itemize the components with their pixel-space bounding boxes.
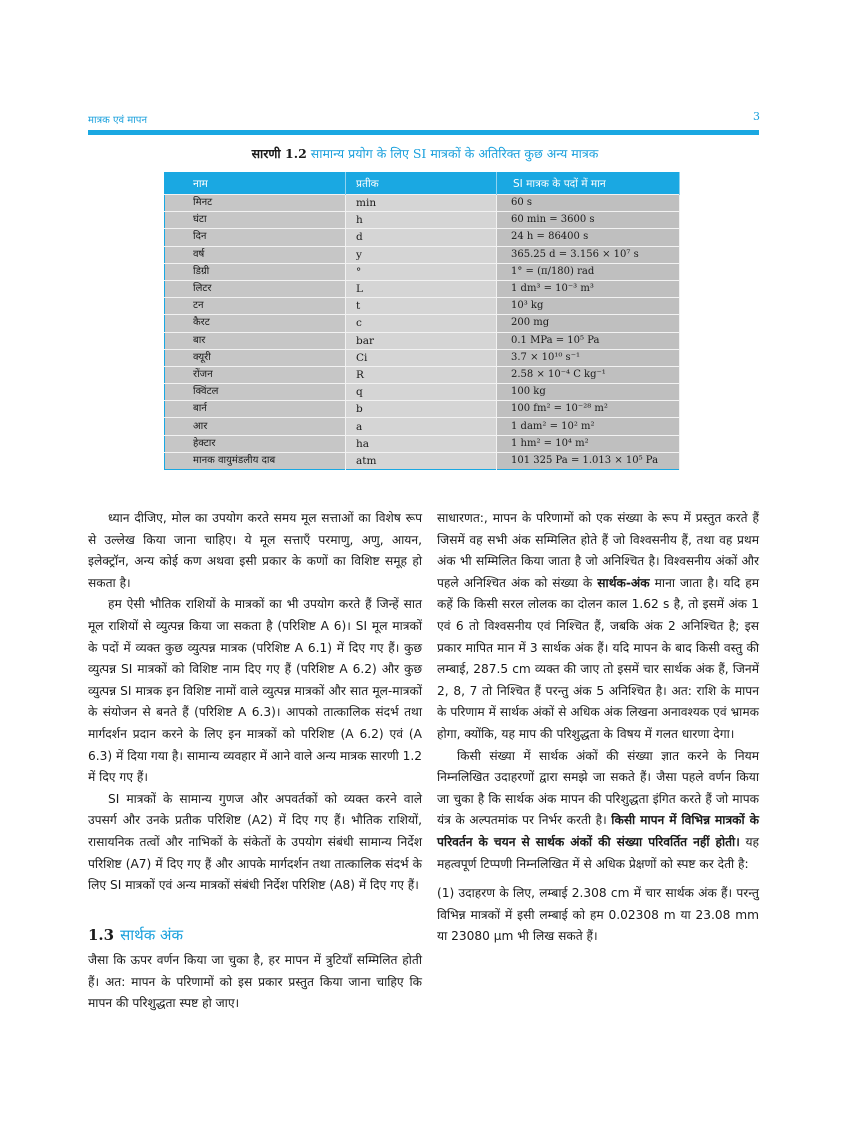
header-name: नाम [165, 173, 346, 195]
table-row [165, 315, 680, 332]
table-caption [0, 145, 850, 162]
unit-si-value: 100 kg [497, 384, 680, 401]
unit-name: टन [165, 298, 346, 315]
left-column [88, 508, 422, 1015]
unit-si-value: 101 325 Pa = 1.013 × 10⁵ Pa [497, 452, 680, 469]
unit-symbol: t [346, 298, 497, 315]
unit-si-value: 24 h = 86400 s [497, 229, 680, 246]
section-title: सार्थक अंक [120, 925, 183, 944]
unit-si-value: 200 mg [497, 315, 680, 332]
table-row [165, 280, 680, 297]
table-row [165, 195, 680, 212]
table-row [165, 246, 680, 263]
unit-symbol: bar [346, 332, 497, 349]
unit-name: डिग्री [165, 263, 346, 280]
bold-term: सार्थक-अंक [597, 575, 650, 590]
unit-name: घंटा [165, 212, 346, 229]
paragraph-example-1: (1) उदाहरण के लिए, लम्बाई 2.308 cm में चार सार्थक अंक हैं। परन्तु विभिन्न मात्रकों में इसी लम्बाई को हम 0.02308 m या 23.08 mm या 23080 μm भी लिख सकते हैं। [437, 886, 759, 944]
unit-symbol: q [346, 384, 497, 401]
unit-si-value: 1 dm³ = 10⁻³ m³ [497, 280, 680, 297]
table-row [165, 418, 680, 435]
unit-name: मानक वायुमंडलीय दाब [165, 452, 346, 469]
unit-name: क्यूरी [165, 349, 346, 366]
table-row [165, 384, 680, 401]
unit-si-value: 3.7 × 10¹⁰ s⁻¹ [497, 349, 680, 366]
running-head [88, 112, 760, 126]
unit-si-value: 0.1 MPa = 10⁵ Pa [497, 332, 680, 349]
paragraph-prefixes: SI मात्रकों के सामान्य गुणज और अपवर्तकों को व्यक्त करने वाले उपसर्ग और उनके प्रतीक परिशिष्ट (A2) में दिए गए हैं। भौतिक राशियों, रासायनिक तत्वों और नाभिकों के संकेतों के उपयोग संबंधी सामान्य निर्देश परिशिष्ट (A7) में दिए गए हैं और आपके मार्गदर्शन तथा तात्कालिक संदर्भ के लिए SI मात्रकों एवं अन्य मात्रकों संबंधी निर्देश परिशिष्ट (A8) में दिए गए हैं। [88, 791, 422, 893]
unit-si-value: 365.25 d = 3.156 × 10⁷ s [497, 246, 680, 263]
unit-si-value: 1 hm² = 10⁴ m² [497, 435, 680, 452]
unit-symbol: h [346, 212, 497, 229]
unit-name: आर [165, 418, 346, 435]
section-number: 1.3 [88, 925, 115, 944]
unit-symbol: a [346, 418, 497, 435]
paragraph-rules [437, 746, 759, 876]
unit-name: वर्ष [165, 246, 346, 263]
unit-symbol: min [346, 195, 497, 212]
unit-si-value: 60 s [497, 195, 680, 212]
table-row [165, 263, 680, 280]
table-row [165, 435, 680, 452]
header-symbol: प्रतीक [346, 173, 497, 195]
paragraph-errors-intro: जैसा कि ऊपर वर्णन किया जा चुका है, हर मापन में त्रुटियाँ सम्मिलित होती हैं। अत: मापन के परिणामों को इस प्रकार प्रस्तुत किया जाना चाहिए कि मापन की परिशुद्धता स्पष्ट हो जाए। [88, 953, 422, 1011]
unit-name: रोंजन [165, 366, 346, 383]
unit-si-value: 10³ kg [497, 298, 680, 315]
unit-symbol: L [346, 280, 497, 297]
unit-si-value: 60 min = 3600 s [497, 212, 680, 229]
text-run: साधारणत:, मापन के परिणामों को एक संख्या के रूप में प्रस्तुत करते हैं जिसमें वह सभी अंक सम्मिलित होते हैं जो विश्वसनीय हैं, तथा वह प्रथम अंक भी सम्मिलित किया जाता है जो अनिश्चित है। विश्वसनीय अंकों और पहले अनिश्चित अंक को संख्या के [437, 511, 759, 590]
table-title: सामान्य प्रयोग के लिए SI मात्रकों के अतिरिक्त कुछ अन्य मात्रक [310, 146, 599, 161]
unit-symbol: b [346, 401, 497, 418]
unit-symbol: d [346, 229, 497, 246]
unit-name: क्विंटल [165, 384, 346, 401]
header-si-value: SI मात्रक के पदों में मान [497, 173, 680, 195]
unit-symbol: y [346, 246, 497, 263]
table-row [165, 229, 680, 246]
paragraph-derived-units: हम ऐसी भौतिक राशियों के मात्रकों का भी उपयोग करते हैं जिन्हें सात मूल राशियों से व्युत्पन्न किया जा सकता है (परिशिष्ट A 6)। SI मूल मात्रकों के पदों में व्यक्त कुछ व्युत्पन्न मात्रक (परिशिष्ट A 6.1) में दिए गए हैं। कुछ व्युत्पन्न SI मात्रकों को विशिष्ट नाम दिए गए हैं (परिशिष्ट A 6.2) और कुछ व्युत्पन्न SI मात्रक इन विशिष्ट नामों वाले व्युत्पन्न मात्रकों और सात मूल-मात्रकों के संयोजन से बनते हैं (परिशिष्ट A 6.3)। आपको तात्कालिक संदर्भ तथा मार्गदर्शन प्रदान करने के लिए इन मात्रकों को परिशिष्ट (A 6.2) एवं (A 6.3) में दिया गया है। सामान्य व्यवहार में आने वाले अन्य मात्रक सारणी 1.2 में दिए गए हैं। [88, 597, 422, 785]
page-number: 3 [753, 110, 760, 123]
unit-si-value: 100 fm² = 10⁻²⁸ m² [497, 401, 680, 418]
table-row [165, 452, 680, 469]
chapter-title: मात्रक एवं मापन [88, 115, 148, 126]
table-row [165, 298, 680, 315]
paragraph-significant-figures [437, 508, 759, 746]
unit-si-value: 2.58 × 10⁻⁴ C kg⁻¹ [497, 366, 680, 383]
table-header-row [165, 173, 680, 195]
bold-statement: किसी मापन में विभिन्न मात्रकों के परिवर्तन के चयन से सार्थक अंकों की संख्या परिवर्तित नहीं होती। [437, 813, 759, 849]
header-rule [88, 130, 759, 135]
unit-symbol: atm [346, 452, 497, 469]
unit-name: बार [165, 332, 346, 349]
unit-name: मिनट [165, 195, 346, 212]
table-row [165, 401, 680, 418]
text-run: किसी संख्या में सार्थक अंकों की संख्या ज्ञात करने के नियम निम्नलिखित उदाहरणों द्वारा समझे जा सकते हैं। जैसा पहले वर्णन किया जा चुका है कि सार्थक अंक मापन की परिशुद्धता इंगित करते हैं जो मापक यंत्र के अल्पतमांक पर निर्भर करती है। [437, 748, 759, 828]
unit-name: दिन [165, 229, 346, 246]
table-row [165, 212, 680, 229]
text-run: माना जाता है। यदि हम कहें कि किसी सरल लोलक का दोलन काल 1.62 s है, तो इसमें अंक 1 एवं 6 तो विश्वसनीय एवं निश्चित हैं, जबकि अंक 2 अनिश्चित है; इस प्रकार मापित मान में 3 सार्थक अंक हैं। यदि मापन के बाद किसी वस्तु की लम्बाई, 287.5 cm व्यक्त की जाए तो इसमें चार सार्थक अंक हैं, जिनमें 2, 8, 7 तो निश्चित हैं परन्तु अंक 5 अनिश्चित है। अत: राशि के मापन के परिणाम में सार्थक अंकों से अधिक अंक लिखना अनावश्यक एवं भ्रामक होगा, क्योंकि, यह माप की परिशुद्धता के विषय में गलत धारणा देगा। [437, 575, 759, 741]
unit-si-value: 1° = (π/180) rad [497, 263, 680, 280]
unit-si-value: 1 dam² = 10² m² [497, 418, 680, 435]
unit-name: कैरट [165, 315, 346, 332]
unit-symbol: ha [346, 435, 497, 452]
unit-name: हेक्टार [165, 435, 346, 452]
unit-symbol: ° [346, 263, 497, 280]
table-row [165, 349, 680, 366]
section-heading [88, 925, 422, 947]
paragraph-mole-entities: ध्यान दीजिए, मोल का उपयोग करते समय मूल सत्ताओं का विशेष रूप से उल्लेख किया जाना चाहिए। ये मूल सत्ताएँ परमाणु, अणु, आयन, इलेक्ट्रॉन, अन्य कोई कण अथवा इसी प्रकार के कणों का विशिष्ट समूह हो सकता है। [88, 511, 422, 590]
unit-name: लिटर [165, 280, 346, 297]
table-row [165, 366, 680, 383]
text-run: यह महत्वपूर्ण टिप्पणी निम्नलिखित में से अधिक प्रेक्षणों को स्पष्ट कर देती है: [437, 834, 759, 871]
unit-symbol: c [346, 315, 497, 332]
unit-symbol: R [346, 366, 497, 383]
table-number: सारणी 1.2 [251, 146, 307, 161]
right-column [437, 508, 759, 948]
table-row [165, 332, 680, 349]
units-table [164, 172, 680, 470]
unit-name: बार्न [165, 401, 346, 418]
unit-symbol: Ci [346, 349, 497, 366]
